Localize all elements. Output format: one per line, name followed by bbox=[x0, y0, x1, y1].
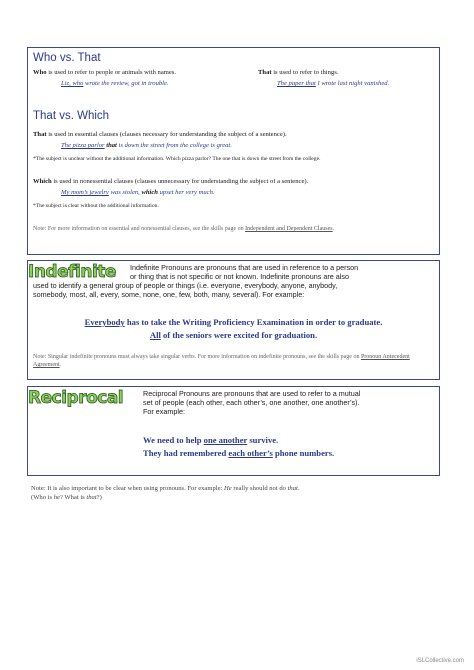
clauses-note-link[interactable]: Independent and Dependent Clauses bbox=[245, 226, 333, 232]
clarity-q1-he: he bbox=[53, 494, 60, 501]
which-nonessential-text: is used in nonessential clauses (clauses unnecessary for understanding the subject of a sentence). bbox=[51, 178, 309, 185]
that-essential-example-subject: The pizza parlor bbox=[61, 142, 105, 149]
indefinite-note-link[interactable]: Pronoun Antecedent Agreement bbox=[33, 354, 410, 368]
indefinite-line-1: Indefinite Pronouns are pronouns that are used in reference to a person bbox=[130, 263, 359, 272]
clarity-note-text: Note: It is also important to be clear when using pronouns. For example: bbox=[31, 485, 225, 492]
who-vs-that-heading: Who vs. That bbox=[33, 52, 101, 64]
which-nonessential-definition bbox=[33, 178, 308, 187]
who-example bbox=[61, 80, 169, 87]
indefinite-note-text: Note: Singular indefinite pronouns must always take singular verbs. For more information on indefinite pronouns, see the skills page on bbox=[33, 354, 361, 360]
clarity-q2-end: ?) bbox=[96, 494, 102, 501]
clarity-note-period: . bbox=[297, 485, 300, 492]
that-essential-keyword: That bbox=[33, 131, 47, 138]
who-definition bbox=[33, 69, 176, 78]
clauses-note bbox=[33, 225, 433, 233]
indefinite-line-4: somebody, most, all, every, some, none, one, few, both, many, several). For example: bbox=[33, 290, 305, 299]
indefinite-note-end: . bbox=[59, 362, 62, 368]
clarity-note-line-1 bbox=[31, 484, 300, 493]
indefinite-note bbox=[33, 353, 435, 369]
which-example-mid: was stolen, bbox=[108, 189, 140, 196]
indefinite-example-1 bbox=[27, 317, 440, 327]
that-essential-example bbox=[61, 142, 232, 149]
reciprocal-line-1: Reciprocal Pronouns are pronouns that are used to refer to a mutual bbox=[143, 389, 361, 398]
who-example-subject: Liz, who bbox=[61, 80, 84, 87]
that-essential-definition bbox=[33, 131, 287, 140]
clauses-note-end: . bbox=[332, 226, 335, 232]
which-nonessential-note: *The subject is clear without the additional information. bbox=[33, 203, 159, 209]
indefinite-logo: Indefinite bbox=[28, 262, 116, 282]
clarity-note-line-2 bbox=[31, 493, 300, 502]
that-example-subject: The paper that bbox=[277, 80, 316, 87]
reciprocal-example-1-start: We need to help bbox=[143, 435, 204, 445]
who-definition-text: is used to refer to people or animals with names. bbox=[46, 69, 177, 76]
reciprocal-example-2-end: phone numbers. bbox=[272, 448, 335, 458]
reciprocal-example-2-keyword: each other’s bbox=[228, 448, 273, 458]
clarity-q1-start: (Who is bbox=[31, 494, 54, 501]
that-example bbox=[277, 80, 389, 87]
that-keyword: That bbox=[258, 69, 272, 76]
reciprocal-example-2 bbox=[143, 448, 334, 458]
that-essential-example-keyword: that bbox=[104, 142, 117, 149]
clarity-note-mid: really should not do bbox=[231, 485, 288, 492]
which-keyword: Which bbox=[33, 178, 52, 185]
clarity-q2-start: ? What is bbox=[59, 494, 87, 501]
reciprocal-example-1-keyword: one another bbox=[203, 435, 248, 445]
who-example-rest: wrote the review, got in trouble. bbox=[83, 80, 169, 87]
that-example-rest: I wrote last night vanished. bbox=[315, 80, 390, 87]
indefinite-example-1-rest: has to take the Writing Proficiency Examination in order to graduate. bbox=[124, 317, 383, 327]
which-example-rest: upset her very much. bbox=[157, 189, 215, 196]
reciprocal-line-3: For example: bbox=[143, 407, 185, 416]
reciprocal-line-2: set of people (each other, each other’s, one another, one another’s). bbox=[143, 398, 360, 407]
which-example-subject: My mom’s jewelry bbox=[61, 189, 109, 196]
that-definition-text: is used to refer to things. bbox=[271, 69, 339, 76]
that-vs-which-heading: That vs. Which bbox=[33, 110, 110, 122]
indefinite-line-2: or thing that is not specific or not known. Indefinite pronouns are also bbox=[130, 272, 349, 281]
which-example-keyword: which bbox=[139, 189, 158, 196]
indefinite-example-2 bbox=[27, 330, 440, 340]
clarity-q2-that: that bbox=[86, 494, 97, 501]
clauses-note-text: Note: For more information on essential and nonessential clauses, see the skills page on bbox=[33, 226, 246, 232]
indefinite-example-1-subject: Everybody bbox=[84, 317, 125, 327]
indefinite-line-3: used to identify a general group of people or things (i.e. everyone, everybody, anyone, anybody, bbox=[33, 281, 338, 290]
clarity-note-he: He bbox=[224, 485, 232, 492]
reciprocal-example-2-start: They had remembered bbox=[143, 448, 229, 458]
reciprocal-example-1 bbox=[143, 435, 278, 445]
that-essential-note: *The subject is unclear without the additional information. Which pizza parlor? The one that is down the street from the college. bbox=[33, 156, 321, 162]
who-that-which-panel bbox=[27, 47, 440, 255]
indefinite-example-2-subject: All bbox=[149, 330, 161, 340]
reciprocal-example-1-end: survive. bbox=[247, 435, 279, 445]
reciprocal-logo: Reciprocal bbox=[28, 388, 124, 408]
that-definition bbox=[258, 69, 338, 78]
which-nonessential-example bbox=[61, 189, 215, 196]
that-essential-text: is used in essential clauses (clauses necessary for understanding the subject of a sentence). bbox=[46, 131, 287, 138]
site-watermark: iSLCollective.com bbox=[416, 658, 464, 664]
clarity-note bbox=[31, 484, 300, 502]
clarity-note-that: that bbox=[287, 485, 298, 492]
who-keyword: Who bbox=[33, 69, 47, 76]
that-essential-example-rest: is down the street from the college is great. bbox=[116, 142, 232, 149]
indefinite-example-2-rest: of the seniors were excited for graduation. bbox=[160, 330, 318, 340]
